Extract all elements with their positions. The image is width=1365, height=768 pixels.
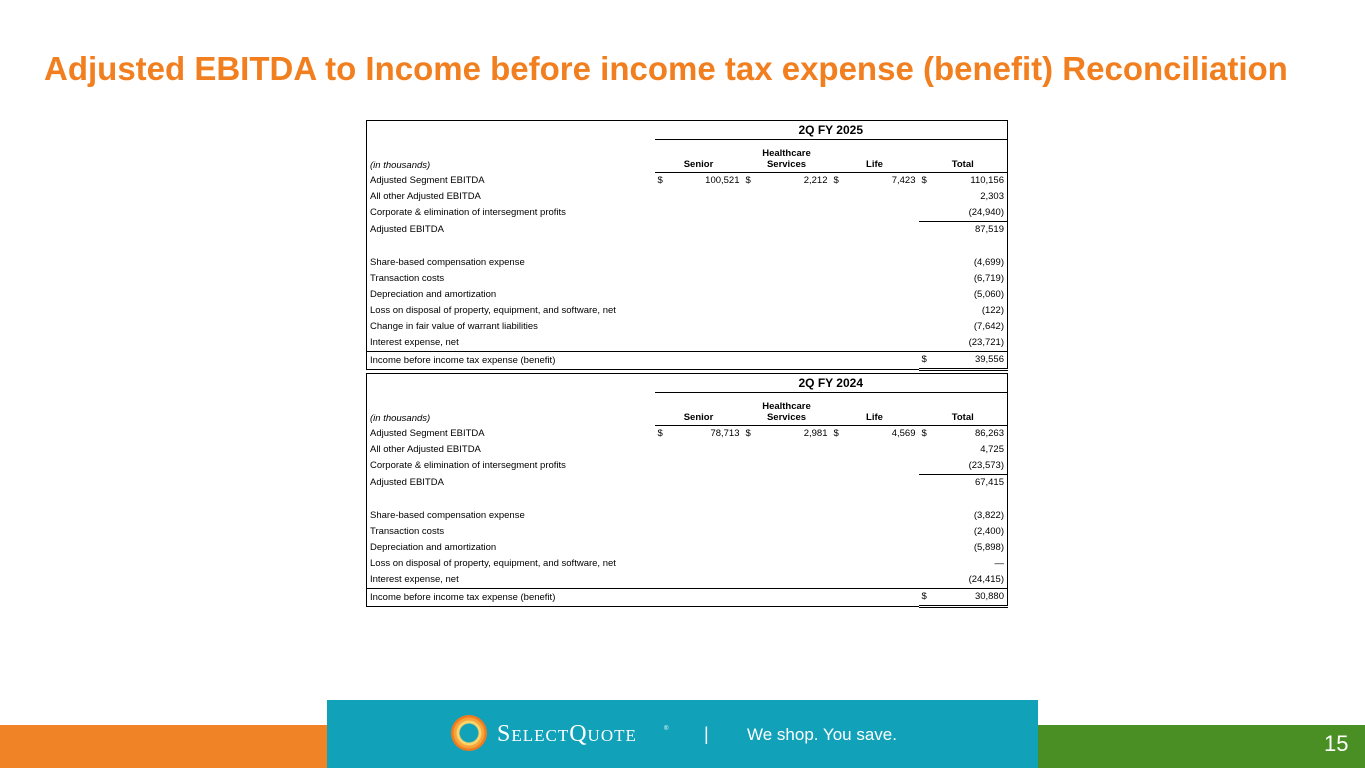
period-header-row [367, 374, 1008, 393]
row-label: Interest expense, net [370, 337, 459, 348]
table-row [367, 572, 1008, 589]
row-label: Income before income tax expense (benefit) [367, 589, 655, 607]
column-header-row [367, 393, 1008, 426]
spacer-row [367, 238, 1008, 255]
currency-symbol: $ [833, 428, 839, 439]
col-header-total: Total [919, 393, 1008, 426]
selectquote-logo-text: SelectQuote [497, 721, 637, 747]
currency-symbol: $ [833, 175, 839, 186]
table-row [367, 524, 1008, 540]
table-row [367, 287, 1008, 303]
cell-life: 7,423 [891, 175, 916, 186]
row-label: Change in fair value of warrant liabilities [370, 321, 538, 332]
cell-senior: 100,521 [705, 175, 740, 186]
cell-total: (23,573) [968, 460, 1004, 471]
row-label: Depreciation and amortization [370, 542, 497, 553]
row-label: Interest expense, net [370, 574, 459, 585]
table-row [367, 222, 1008, 239]
cell-total: 4,725 [980, 444, 1004, 455]
period-label: 2Q FY 2025 [655, 121, 1008, 140]
table-row-total [367, 352, 1008, 370]
cell-total: 110,156 [970, 175, 1004, 186]
cell-total: 67,415 [933, 475, 1008, 492]
cell-total: 87,519 [933, 222, 1008, 239]
table-row [367, 319, 1008, 335]
footer-tagline: We shop. You save. [747, 725, 897, 744]
row-label: Share-based compensation expense [370, 257, 525, 268]
table-row [367, 442, 1008, 458]
row-label: Corporate & elimination of intersegment profits [370, 207, 566, 219]
row-label: Corporate & elimination of intersegment profits [370, 460, 566, 472]
footer-separator: | [704, 724, 709, 744]
period-label: 2Q FY 2024 [655, 374, 1008, 393]
currency-symbol: $ [921, 175, 927, 186]
table-row [367, 475, 1008, 492]
row-label: Transaction costs [370, 526, 445, 537]
col-header-senior: Senior [655, 140, 743, 173]
col-header-life: Life [831, 140, 919, 173]
table-row [367, 173, 1008, 190]
footer-teal-band [327, 700, 1038, 768]
table-row [367, 189, 1008, 205]
currency-symbol: $ [745, 175, 751, 186]
selectquote-logo-icon [451, 715, 487, 751]
row-label: Loss on disposal of property, equipment, and software, net [370, 558, 616, 569]
cell-total: (24,415) [968, 574, 1004, 585]
cell-total: 2,303 [980, 191, 1004, 202]
slide-title: Adjusted EBITDA to Income before income tax expense (benefit) Reconciliation [44, 50, 1288, 87]
col-header-total: Total [919, 140, 1008, 173]
page-number: 15 [1324, 731, 1349, 756]
currency-symbol: $ [921, 428, 927, 439]
currency-symbol: $ [657, 428, 663, 439]
table-row [367, 255, 1008, 271]
currency-symbol: $ [919, 589, 933, 607]
cell-healthcare: 2,981 [803, 428, 828, 439]
cell-total: (5,060) [973, 289, 1004, 300]
row-label: Adjusted Segment EBITDA [370, 427, 485, 439]
cell-total: (5,898) [973, 542, 1004, 553]
cell-total: (122) [981, 305, 1004, 316]
trademark-symbol: ® [664, 726, 669, 732]
units-label: (in thousands) [370, 412, 431, 424]
row-label: Loss on disposal of property, equipment, and software, net [370, 305, 616, 316]
table-row [367, 271, 1008, 287]
table-row [367, 458, 1008, 475]
row-label: Share-based compensation expense [370, 510, 525, 521]
col-header-healthcare-services: Healthcare Services [743, 140, 831, 173]
cell-total: — [994, 558, 1004, 569]
cell-total: (24,940) [968, 207, 1004, 218]
table-row [367, 426, 1008, 443]
table-row [367, 540, 1008, 556]
row-label: Adjusted Segment EBITDA [370, 174, 485, 186]
cell-healthcare: 2,212 [803, 175, 828, 186]
footer-orange-band [0, 725, 328, 768]
table-row [367, 303, 1008, 319]
footer-green-band [1038, 725, 1365, 768]
reconciliation-table-2q-fy-2025 [366, 120, 1008, 371]
table-row [367, 335, 1008, 352]
row-label: Adjusted EBITDA [370, 223, 444, 235]
cell-total: (23,721) [968, 337, 1004, 348]
table-row [367, 508, 1008, 524]
currency-symbol: $ [657, 175, 663, 186]
currency-symbol: $ [745, 428, 751, 439]
cell-total: (6,719) [973, 273, 1004, 284]
table-row [367, 556, 1008, 572]
currency-symbol: $ [919, 352, 933, 370]
cell-total: (3,822) [973, 510, 1004, 521]
cell-total: (4,699) [973, 257, 1004, 268]
column-header-row [367, 140, 1008, 173]
cell-total: (7,642) [973, 321, 1004, 332]
units-label: (in thousands) [370, 159, 431, 171]
cell-total: (2,400) [973, 526, 1004, 537]
spacer-row [367, 491, 1008, 508]
row-label: Depreciation and amortization [370, 289, 497, 300]
table-row [367, 205, 1008, 222]
cell-life: 4,569 [891, 428, 916, 439]
col-header-life: Life [831, 393, 919, 426]
period-header-row [367, 121, 1008, 140]
row-label: All other Adjusted EBITDA [370, 444, 481, 455]
col-header-healthcare-services: Healthcare Services [743, 393, 831, 426]
cell-total: 39,556 [933, 352, 1008, 370]
row-label: Transaction costs [370, 273, 445, 284]
cell-total: 86,263 [974, 428, 1004, 439]
row-label: Adjusted EBITDA [370, 476, 444, 488]
table-row-total [367, 589, 1008, 607]
row-label: Income before income tax expense (benefit) [367, 352, 655, 370]
row-label: All other Adjusted EBITDA [370, 191, 481, 202]
col-header-senior: Senior [655, 393, 743, 426]
reconciliation-table-2q-fy-2024 [366, 373, 1008, 608]
cell-senior: 78,713 [710, 428, 740, 439]
cell-total: 30,880 [933, 589, 1008, 607]
